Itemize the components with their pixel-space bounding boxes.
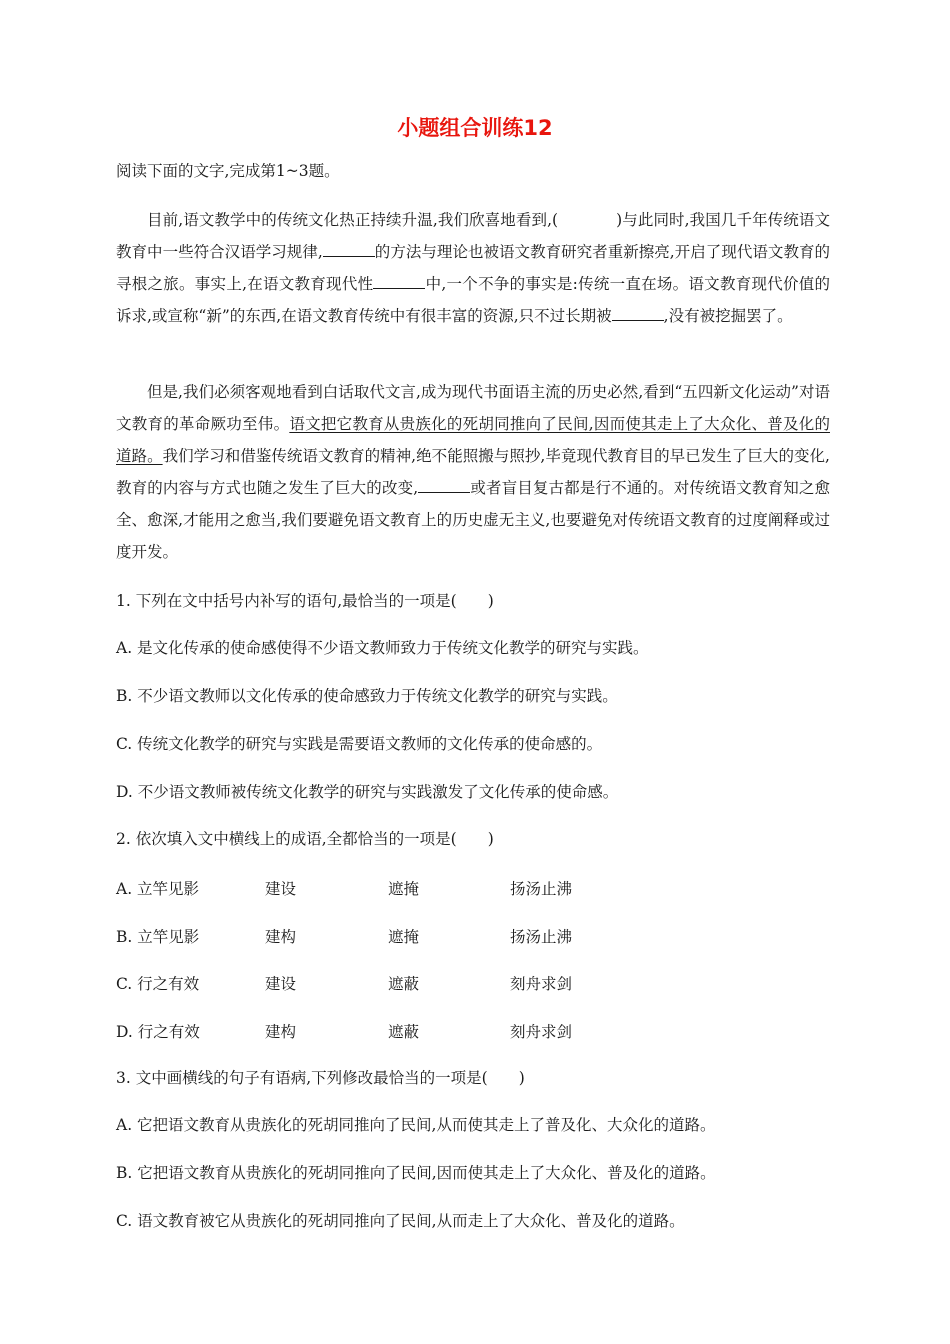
fill-in-blank-2 bbox=[373, 274, 425, 289]
question-3-option-a: A. 它把语文教育从贵族化的死胡同推向了民间,从而使其走上了普及化、大众化的道路。 bbox=[116, 1116, 716, 1134]
question-2-option-a bbox=[116, 877, 836, 897]
option-word-2: 建构 bbox=[265, 1023, 297, 1041]
question-2-option-b bbox=[116, 925, 836, 945]
passage-paragraph-1 bbox=[116, 204, 830, 332]
option-word-2: 建构 bbox=[265, 928, 297, 946]
option-label: B. 立竿见影 bbox=[116, 928, 200, 946]
fill-in-blank-4 bbox=[418, 478, 470, 493]
question-1-option-a: A. 是文化传承的使命感使得不少语文教师致力于传统文化教学的研究与实践。 bbox=[116, 639, 649, 657]
passage-text: 或者盲目复古都是行不通的。对传统语文教育知之愈全、愈深,才能用之愈当,我们要避免语文教育上的历史虚无主义,也要避免对传统语文教育的过度阐释或过度开发。 bbox=[116, 479, 830, 561]
option-label: A. 立竿见影 bbox=[116, 880, 200, 898]
question-1-option-d: D. 不少语文教师被传统文化教学的研究与实践激发了文化传承的使命感。 bbox=[116, 783, 619, 801]
option-label: C. 行之有效 bbox=[116, 975, 200, 993]
question-1-option-c: C. 传统文化教学的研究与实践是需要语文教师的文化传承的使命感的。 bbox=[116, 735, 603, 753]
option-word-4: 刻舟求剑 bbox=[510, 975, 573, 993]
underlined-sentence: 语文把它教育从贵族化的死胡同推向了民间,因而使其走上了大众化、普及化的道路。 bbox=[116, 415, 830, 465]
passage-text: 的方法与理论也被语文教育研究者重新擦亮,开启了现代语文教育的寻根之旅。事实上,在语文教育现代性 bbox=[116, 243, 830, 293]
passage-text: 我们学习和借鉴传统语文教育的精神,绝不能照搬与照抄,毕竟现代教育目的早已发生了巨大的变化,教育的内容与方式也随之发生了巨大的改变, bbox=[116, 447, 830, 497]
option-word-4: 扬汤止沸 bbox=[510, 928, 573, 946]
passage-text: 与此同时,我国几千年传统语文教育中一些符合汉语学习规律, bbox=[116, 211, 830, 261]
question-1-stem: 1. 下列在文中括号内补写的语句,最恰当的一项是( ) bbox=[116, 592, 494, 610]
option-word-3: 遮蔽 bbox=[388, 1023, 420, 1041]
instruction-text: 阅读下面的文字,完成第1~3题。 bbox=[116, 162, 340, 180]
passage-text: 目前,语文教学中的传统文化热正持续升温,我们欣喜地看到,( bbox=[147, 211, 559, 229]
passage-text: 但是,我们必须客观地看到白话取代文言,成为现代书面语主流的历史必然,看到“五四新文化运动”对语文教育的革命厥功至伟。 bbox=[116, 383, 830, 433]
option-word-4: 刻舟求剑 bbox=[510, 1023, 573, 1041]
page-title: 小题组合训练12 bbox=[397, 116, 553, 140]
question-2-stem: 2. 依次填入文中横线上的成语,全都恰当的一项是( ) bbox=[116, 830, 494, 848]
option-word-3: 遮蔽 bbox=[388, 975, 420, 993]
option-word-3: 遮掩 bbox=[388, 928, 420, 946]
option-word-2: 建设 bbox=[265, 975, 297, 993]
passage-text: 中,一个不争的事实是:传统一直在场。语文教育现代价值的诉求,或宣称“新”的东西,在语文教育传统中有很丰富的资源,只不过长期被 bbox=[116, 275, 830, 325]
option-word-2: 建设 bbox=[265, 880, 297, 898]
question-3-option-b: B. 它把语文教育从贵族化的死胡同推向了民间,因而使其走上了大众化、普及化的道路。 bbox=[116, 1164, 716, 1182]
option-word-3: 遮掩 bbox=[388, 880, 420, 898]
question-3-stem: 3. 文中画横线的句子有语病,下列修改最恰当的一项是( ) bbox=[116, 1069, 525, 1087]
question-3-option-c: C. 语文教育被它从贵族化的死胡同推向了民间,从而走上了大众化、普及化的道路。 bbox=[116, 1212, 685, 1230]
option-label: D. 行之有效 bbox=[116, 1023, 200, 1041]
passage-text: ) bbox=[616, 211, 623, 229]
fill-in-blank-1 bbox=[323, 242, 375, 257]
question-2-option-d bbox=[116, 1020, 836, 1040]
question-2-option-c bbox=[116, 972, 836, 992]
option-word-4: 扬汤止沸 bbox=[510, 880, 573, 898]
question-1-option-b: B. 不少语文教师以文化传承的使命感致力于传统文化教学的研究与实践。 bbox=[116, 687, 618, 705]
passage-paragraph-2 bbox=[116, 376, 830, 568]
fill-in-blank-3 bbox=[612, 306, 664, 321]
passage-text: ,没有被挖掘罢了。 bbox=[663, 307, 793, 325]
